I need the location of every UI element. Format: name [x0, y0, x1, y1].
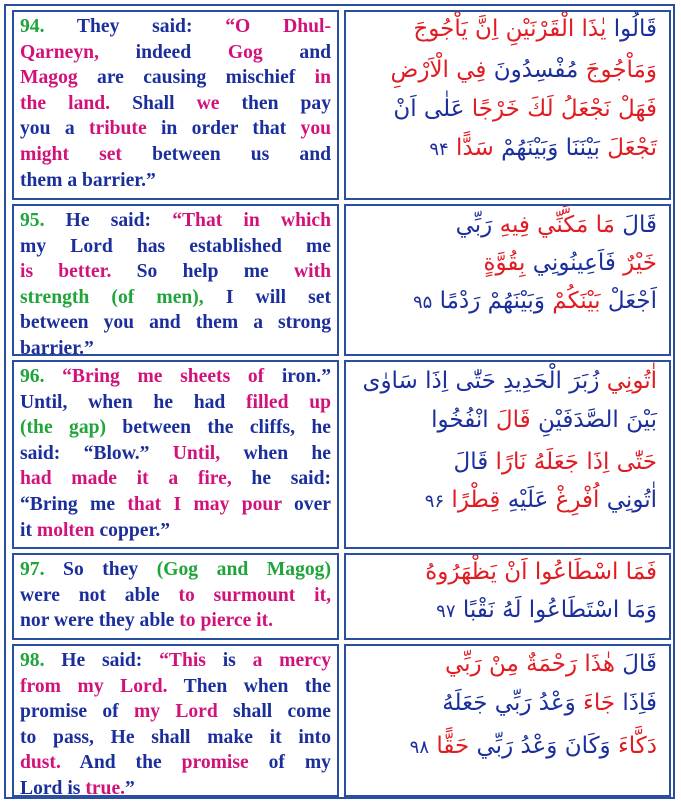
- english-line: [20, 40, 331, 66]
- english-line: [20, 168, 331, 194]
- english-text-segment: barrier.”: [20, 337, 94, 356]
- arabic-text-segment: فَهَلْ نَجْعَلُ لَكَ خَرْجًا: [464, 96, 657, 122]
- english-text-segment: Gog: [227, 41, 263, 63]
- english-line: [20, 310, 331, 336]
- english-line: [20, 285, 331, 311]
- arabic-text-segment: اَنْ يَظْهَرُوهُ: [425, 559, 528, 585]
- english-text-segment: iron.”: [281, 366, 331, 387]
- arabic-line: [358, 449, 657, 475]
- english-line: [20, 259, 331, 285]
- english-text-segment: between us and: [121, 143, 331, 165]
- arabic-text-segment: قَالُوا: [606, 16, 657, 42]
- arabic-text-segment: نَارًا: [488, 449, 527, 475]
- english-text-segment: promise: [181, 752, 249, 774]
- arabic-text-segment: مِنْ رَبِّي: [444, 651, 519, 677]
- english-text-segment: had made it a fire,: [20, 468, 232, 490]
- english-line: [20, 415, 331, 441]
- english-line: [20, 583, 331, 609]
- english-text-segment: And the: [60, 752, 182, 774]
- english-line: [20, 65, 331, 91]
- english-text-segment: to pass, He shall make it into: [20, 726, 331, 748]
- verse-row: [12, 553, 671, 640]
- arabic-text-segment: حَقًّا: [429, 733, 470, 759]
- arabic-text-cell: [344, 553, 671, 640]
- arabic-text-segment: وَكَانَ وَعْدُ رَبِّي: [469, 733, 611, 759]
- arabic-text-segment: هٰذَا رَحْمَةٌ: [518, 651, 615, 677]
- verse-row: [12, 644, 671, 797]
- english-line: [20, 336, 331, 356]
- english-text-segment: to surmount it,: [178, 584, 331, 606]
- english-text-segment: molten: [36, 519, 95, 541]
- english-text-segment: it: [20, 519, 37, 541]
- arabic-text-segment: تَجْعَلَ: [599, 135, 657, 161]
- arabic-line: [358, 16, 657, 42]
- english-text-segment: filled up: [246, 391, 331, 413]
- english-text-segment: So help me: [111, 261, 294, 283]
- english-line: [20, 725, 331, 751]
- english-text-segment: with: [293, 261, 331, 283]
- english-text-segment: you: [300, 118, 332, 140]
- arabic-text-segment: اِذَا جَعَلَهُ: [526, 449, 610, 475]
- english-text-segment: when he: [220, 442, 331, 464]
- english-line: [20, 557, 331, 583]
- english-text-segment: tribute: [88, 118, 147, 140]
- english-text-segment: They said:: [44, 16, 226, 37]
- ayah-end-marker: ۹۵: [413, 292, 433, 313]
- arabic-text-segment: قَالَ: [488, 407, 531, 433]
- arabic-text-segment: اَجْعَلْ: [600, 288, 657, 314]
- arabic-text-segment: يٰذَا الْقَرْنَيْنِ: [498, 16, 607, 42]
- arabic-text-segment: رَبِّي: [455, 212, 493, 238]
- arabic-text-segment: اٰتُونِي: [599, 368, 657, 394]
- english-line: [20, 699, 331, 725]
- arabic-text-segment: مُفْسِدُونَ: [486, 57, 579, 83]
- arabic-text-segment: وَمَا اسْتَطَاعُوا لَهُ نَقْبًا: [455, 597, 657, 623]
- english-text-segment: between you and them a strong: [20, 312, 331, 334]
- arabic-text-segment: عَلَيْهِ: [500, 487, 549, 513]
- english-text-segment: “Bring me sheets of: [44, 366, 282, 387]
- arabic-text-cell: [344, 644, 671, 797]
- english-text-segment: “This: [159, 650, 206, 671]
- english-text-segment: true.: [85, 777, 126, 797]
- english-line: [20, 14, 331, 40]
- arabic-line: [358, 212, 657, 238]
- arabic-text-segment: فَمَا اسْطَاعُوا: [527, 559, 657, 585]
- english-line: [20, 518, 331, 544]
- verse-row: [12, 10, 671, 200]
- arabic-text-segment: فِيهِ: [492, 212, 530, 238]
- english-text-segment: Lord is: [20, 777, 86, 797]
- english-text-segment: of my: [248, 752, 331, 774]
- arabic-line: [358, 57, 657, 83]
- arabic-text-segment: جَعَلَهُ: [442, 690, 488, 716]
- verse-number: 94.: [20, 16, 45, 37]
- arabic-line: [358, 733, 657, 759]
- arabic-text-segment: انْفُخُوا: [431, 407, 489, 433]
- arabic-line: [358, 368, 657, 394]
- english-text-segment: indeed: [98, 41, 228, 63]
- english-text-segment: I will set: [203, 286, 331, 308]
- english-text-segment: Until,: [149, 442, 221, 464]
- arabic-text-segment: حَتّٰى: [609, 449, 657, 475]
- english-text-segment: in order that: [146, 118, 301, 140]
- arabic-text-segment: بَيْنَنَا وَبَيْنَهُمْ: [493, 135, 600, 161]
- english-translation-cell: [12, 204, 339, 356]
- english-text-segment: he said:: [231, 468, 331, 490]
- arabic-text-segment: اٰتُونِي: [599, 487, 657, 513]
- arabic-text-segment: فَاَعِينُونِي: [525, 250, 616, 276]
- ayah-end-marker: ۹۷: [436, 601, 456, 622]
- english-line: [20, 142, 331, 168]
- ayah-end-marker: ۹۶: [424, 491, 445, 512]
- english-text-segment: we: [196, 92, 220, 114]
- english-text-segment: them a barrier.”: [20, 169, 156, 191]
- english-text-segment: the land.: [20, 92, 111, 114]
- verse-number: (the gap): [20, 417, 107, 439]
- arabic-text-segment: عَلٰى اَنْ: [393, 96, 465, 122]
- english-text-segment: Shall: [110, 92, 197, 114]
- english-text-segment: a mercy: [252, 650, 331, 671]
- english-text-segment: He said:: [44, 210, 173, 231]
- arabic-text-segment: قَالَ: [614, 212, 657, 238]
- arabic-text-segment: بَيْنَكُمْ: [544, 288, 601, 314]
- arabic-text-segment: قَالَ: [453, 449, 489, 475]
- english-text-segment: “O Dhul-: [225, 16, 331, 37]
- english-text-segment: my Lord has established me: [20, 235, 331, 257]
- arabic-line: [358, 597, 657, 623]
- english-text-segment: from my Lord.: [20, 675, 168, 697]
- english-line: [20, 648, 331, 674]
- english-translation-cell: [12, 553, 339, 640]
- arabic-text-segment: اِنَّ يَاْجُوجَ: [413, 16, 499, 42]
- english-line: [20, 364, 331, 390]
- arabic-text-cell: [344, 10, 671, 200]
- verse-number: 97.: [20, 559, 45, 580]
- verse-table: [4, 4, 675, 799]
- english-text-segment: is better.: [20, 261, 112, 283]
- arabic-text-segment: اُفْرِغْ: [548, 487, 600, 513]
- english-text-segment: Then when the: [167, 675, 331, 697]
- arabic-line: [358, 135, 657, 161]
- english-text-segment: over: [281, 493, 331, 515]
- arabic-text-segment: دَكَّاءَ: [610, 733, 657, 759]
- arabic-text-segment: وَمَاْجُوجَ: [578, 57, 657, 83]
- english-text-segment: promise of: [20, 701, 134, 723]
- arabic-text-segment: فَاِذَا: [615, 690, 657, 716]
- english-text-segment: my Lord: [133, 701, 218, 723]
- english-text-segment: and: [262, 41, 331, 63]
- arabic-line: [358, 96, 657, 122]
- english-line: [20, 492, 331, 518]
- arabic-text-segment: حَتّٰى اِذَا سَاوٰى: [362, 368, 496, 394]
- english-text-segment: (Gog and Magog): [156, 559, 331, 580]
- arabic-text-segment: زُبَرَ الْحَدِيدِ: [495, 368, 600, 394]
- english-text-segment: might set: [20, 143, 122, 165]
- arabic-text-cell: [344, 360, 671, 549]
- verse-number: 98.: [20, 650, 45, 671]
- english-text-segment: Until, when he had: [20, 391, 247, 413]
- arabic-line: [358, 407, 657, 433]
- arabic-line: [358, 487, 657, 513]
- english-translation-cell: [12, 644, 339, 797]
- english-line: [20, 441, 331, 467]
- english-text-segment: you a: [20, 118, 89, 140]
- english-line: [20, 91, 331, 117]
- arabic-line: [358, 690, 657, 716]
- verse-row: [12, 360, 671, 549]
- english-line: [20, 750, 331, 776]
- verse-number: 95.: [20, 210, 45, 231]
- english-text-segment: “Bring me: [20, 493, 128, 515]
- arabic-text-segment: بِقُوَّةٍ: [483, 250, 526, 276]
- verse-number: 96.: [20, 366, 45, 387]
- english-text-segment: to pierce it.: [179, 610, 274, 632]
- english-text-segment: He said:: [44, 650, 160, 671]
- ayah-end-marker: ۹۸: [409, 737, 430, 758]
- english-text-segment: between the cliffs, he: [106, 417, 331, 439]
- english-text-segment: is: [205, 650, 253, 671]
- verse-number: strength (of men),: [20, 286, 204, 308]
- arabic-text-segment: سَدًّا: [448, 135, 494, 161]
- arabic-line: [358, 250, 657, 276]
- arabic-text-segment: فِي الْاَرْضِ: [390, 57, 487, 83]
- arabic-text-segment: قِطْرًا: [444, 487, 501, 513]
- english-translation-cell: [12, 10, 339, 200]
- english-text-segment: So they: [44, 559, 157, 580]
- english-text-segment: shall come: [217, 701, 331, 723]
- english-text-segment: Magog: [20, 67, 78, 89]
- arabic-text-segment: وَعْدُ رَبِّي: [487, 690, 576, 716]
- english-text-segment: ”: [125, 777, 135, 797]
- arabic-text-segment: مَا مَكَّنِّي: [529, 212, 615, 238]
- english-line: [20, 466, 331, 492]
- ayah-end-marker: ۹۴: [429, 139, 449, 160]
- english-text-segment: “That in which: [172, 210, 332, 231]
- english-line: [20, 608, 331, 634]
- arabic-line: [358, 559, 657, 585]
- english-text-segment: in: [314, 67, 331, 89]
- english-line: [20, 776, 331, 797]
- english-text-segment: are causing mischief: [77, 67, 315, 89]
- english-text-segment: copper.”: [94, 519, 171, 541]
- english-line: [20, 674, 331, 700]
- english-text-segment: that I may pour: [127, 493, 282, 515]
- english-translation-cell: [12, 360, 339, 549]
- english-text-segment: dust.: [20, 752, 61, 774]
- english-text-segment: were not able: [20, 584, 179, 606]
- english-text-segment: said: “Blow.”: [20, 442, 150, 464]
- verse-row: [12, 204, 671, 356]
- arabic-text-segment: وَبَيْنَهُمْ رَدْمًا: [432, 288, 545, 314]
- english-line: [20, 116, 331, 142]
- english-line: [20, 234, 331, 260]
- arabic-text-segment: جَاءَ: [575, 690, 616, 716]
- arabic-line: [358, 651, 657, 677]
- arabic-text-cell: [344, 204, 671, 356]
- english-text-segment: Qarneyn,: [20, 41, 99, 63]
- english-line: [20, 390, 331, 416]
- arabic-text-segment: خَيْرٌ: [615, 250, 657, 276]
- arabic-text-segment: بَيْنَ الصَّدَفَيْنِ: [530, 407, 657, 433]
- english-text-segment: nor were they able: [20, 610, 180, 632]
- english-text-segment: then pay: [219, 92, 331, 114]
- arabic-text-segment: قَالَ: [614, 651, 657, 677]
- arabic-line: [358, 288, 657, 314]
- english-line: [20, 208, 331, 234]
